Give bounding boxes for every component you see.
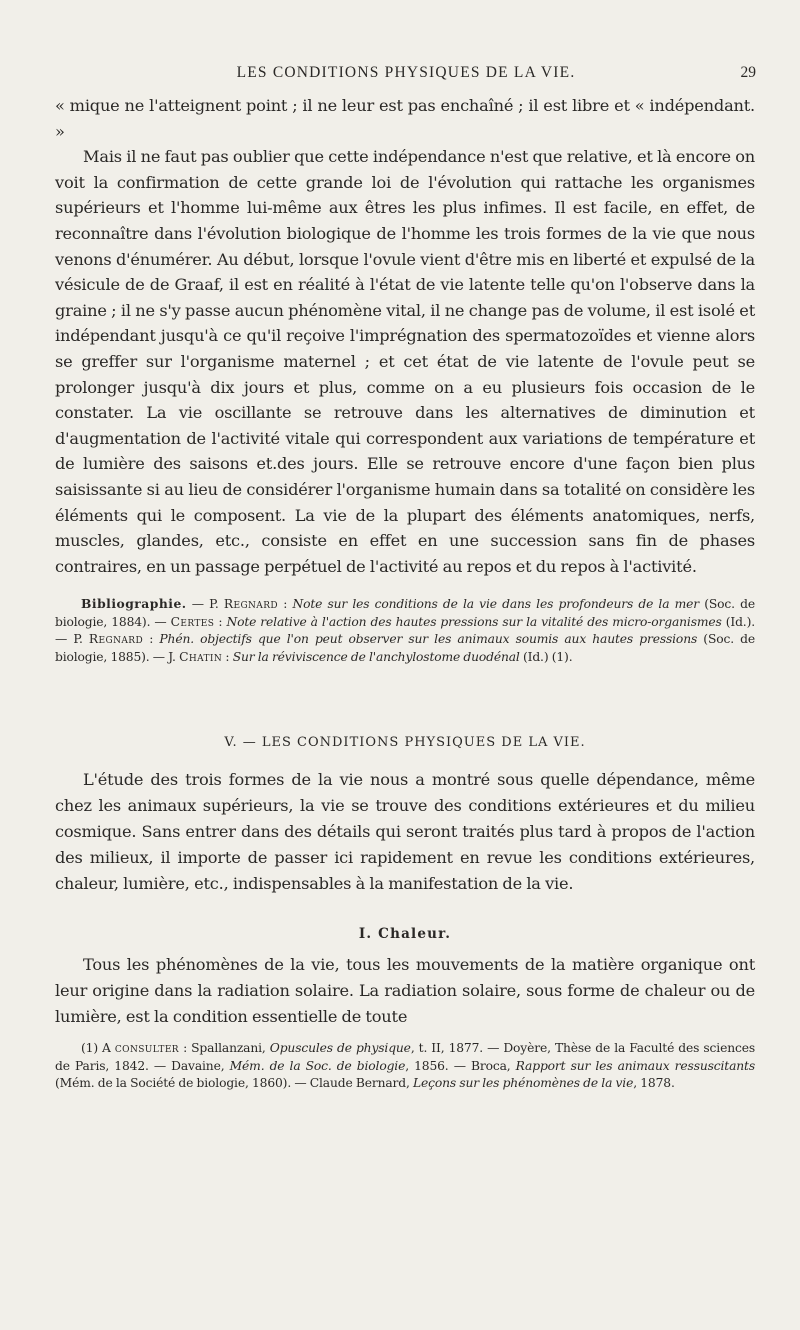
reference-title: Phén. objectifs que l'on peut observer sur les animaux soumis aux hautes pressions (159, 632, 698, 647)
reference-title: Note sur les conditions de la vie dans les profondeurs de la mer (292, 597, 699, 611)
author: Regnard (88, 632, 144, 647)
reference-title: Sur la réviviscence de l'anchylostome duodénal (232, 649, 520, 664)
section-title: V. — LES CONDITIONS PHYSIQUES DE LA VIE. (224, 735, 586, 750)
section-intro: L'étude des trois formes de la vie nous a montré sous quelle dépendance, même chez les animaux supérieurs, la vie se trouve des conditions extérieures et du milieu cosmique. Sans entrer dans des détails qui seront traités plus tard à propos de l'action des milieux, il importe de passer ici rapidement en revue les conditions extérieures, chaleur, lumière, etc., indispensables à la manifestation de la vie. (55, 770, 755, 893)
quote-continuation: « mique ne l'atteignent point ; il ne leur est pas enchaîné ; il est libre et « indépendant. » (55, 96, 755, 141)
author: Chatin (179, 649, 223, 664)
page-number: 29 (740, 64, 756, 81)
running-header (56, 64, 756, 88)
author: Certes (170, 614, 215, 629)
subsection-title: I. Chaleur. (358, 926, 452, 942)
bibliography-label: Bibliographie. (81, 596, 187, 611)
footnote: (1) A consulter : Spallanzani, Opuscules de physique, t. II, 1877. — Doyère, Thèse de la Faculté des sciences de Paris, 1842. — Davaine, Mém. de la Soc. de biologie, 1856. — Broca, Rapport sur les animaux ressuscitants (Mém. de la Société de biologie, 1860). — Claude Bernard, Leçons sur les phénomènes de la vie, 1878. (55, 1041, 756, 1091)
bibliography: Bibliographie. — P. Regnard : Note sur les conditions de la vie dans les profondeurs de la mer (Soc. de biologie, 1884). — Certes : Note relative à l'action des hautes pressions sur la vitalité des micro-organismes (Id.). — P. Regnard : Phén. objectifs que l'on peut observer sur les animaux soumis aux hautes pressions (Soc. de biologie, 1885). — J. Chatin : Sur la réviviscence de l'anchylostome duodénal (Id.) (1). (55, 596, 755, 664)
main-text (55, 93, 755, 579)
running-title: LES CONDITIONS PHYSIQUES DE LA VIE. (236, 64, 576, 81)
author: Regnard (223, 597, 278, 611)
subsection-text: Tous les phénomènes de la vie, tous les mouvements de la matière organique ont leur origine dans la radiation solaire. La radiation solaire, sous forme de chaleur ou de lumière, est la condition essentielle de toute (55, 955, 755, 1026)
reference-title: Note relative à l'action des hautes pressions sur la vitalité des micro-organismes (226, 614, 722, 629)
evolution-paragraph: Mais il ne faut pas oublier que cette indépendance n'est que relative, et là encore on voit la confirmation de cette grande loi de l'évolution qui rattache les organismes supérieurs et l'homme lui-même aux êtres les plus infimes. Il est facile, en effet, de reconnaître dans l'évolution biologique de l'homme les trois formes de la vie que nous venons d'énumérer. Au début, lorsque l'ovule vient d'être mis en liberté et expulsé de la vésicule de de Graaf, il est en réalité à l'état de vie latente telle qu'on l'observe dans la graine ; il ne s'y passe aucun phénomène vital, il ne change pas de volume, il est isolé et indépendant jusqu'à ce qu'il reçoive l'imprégnation des spermatozoïdes et vienne alors se greffer sur l'organisme maternel ; et cet état de vie latente de l'ovule peut se prolonger jusqu'à dix jours et plus, comme on a eu plusieurs fois occasion de le constater. La vie oscillante se retrouve dans les alternatives de diminution et d'augmentation de l'activité vitale qui correspondent aux variations de température et de lumière des saisons et.des jours. Elle se retrouve encore d'une façon bien plus saisissante si au lieu de considérer l'organisme humain dans sa totalité on considère les éléments qui le composent. La vie de la plupart des éléments anatomiques, nerfs, muscles, glandes, etc., consiste en effet en une succession sans fin de phases contraires, en un passage perpétuel de l'activité au repos et du repos à l'activité. (55, 147, 755, 576)
